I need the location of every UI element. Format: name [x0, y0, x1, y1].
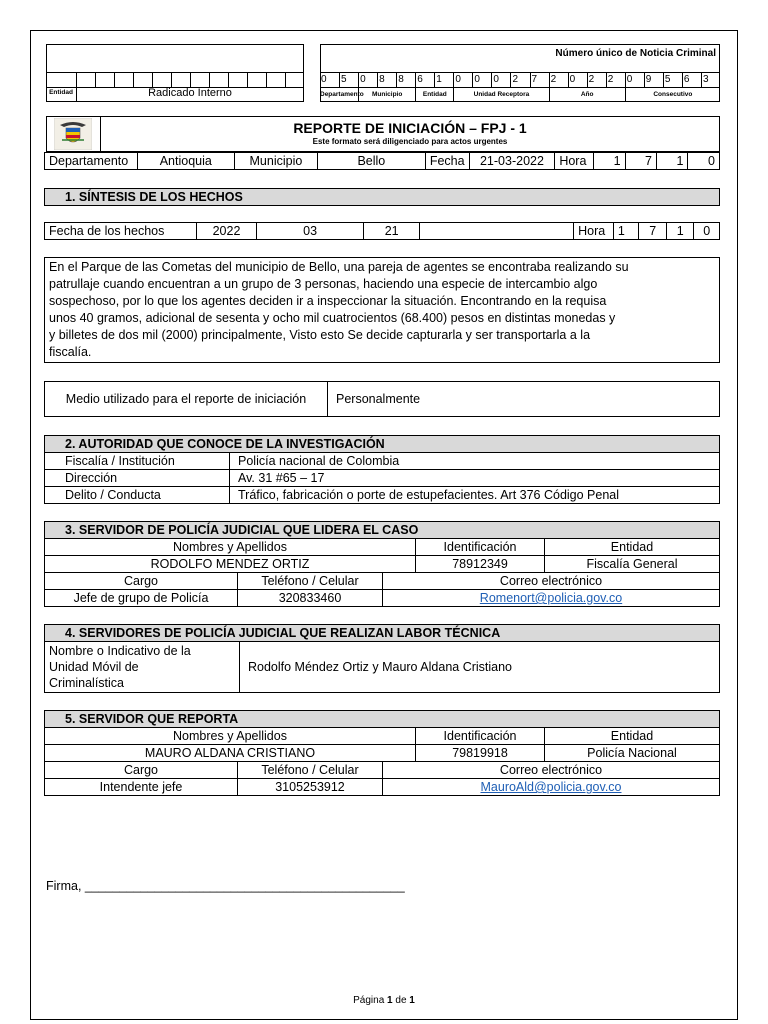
- noticia-digit: 0: [321, 74, 327, 85]
- grid-divider: [152, 72, 153, 87]
- section-5-table: [44, 710, 720, 796]
- noticia-digit: 8: [396, 72, 415, 87]
- correo-header: Correo electrónico: [383, 573, 720, 590]
- grid-divider: [114, 72, 115, 87]
- noticia-digit: 2: [606, 72, 625, 87]
- telefono-header: Teléfono / Celular: [238, 573, 383, 590]
- lider-telefono: 320833460: [238, 590, 383, 607]
- hora-digit: 1: [666, 223, 694, 240]
- narrative-line: fiscalía.: [49, 345, 92, 359]
- departamento-label: Departamento: [45, 153, 138, 170]
- departamento-value: Antioquia: [137, 153, 234, 170]
- noticia-digit: 5: [339, 72, 358, 87]
- noticia-digit: 0: [453, 72, 472, 87]
- fecha-label: Fecha: [425, 153, 469, 170]
- hora-digit: 1: [594, 153, 625, 170]
- radicado-label: Radicado Interno: [148, 87, 232, 99]
- fecha-hechos-row: [44, 222, 720, 240]
- identificacion-header: Identificación: [416, 728, 545, 745]
- grid-divider: [285, 72, 286, 87]
- blank-cell: [420, 223, 574, 240]
- lider-nombre: RODOLFO MENDEZ ORTIZ: [45, 556, 416, 573]
- identificacion-header: Identificación: [416, 539, 545, 556]
- section-2-table: [44, 435, 720, 504]
- hechos-hora-label: Hora: [574, 223, 614, 240]
- nombres-header: Nombres y Apellidos: [45, 728, 416, 745]
- grid-divider: [190, 72, 191, 87]
- noticia-digit: 3: [701, 72, 720, 87]
- delito-label: Delito / Conducta: [45, 487, 230, 504]
- grid-divider: [171, 72, 172, 87]
- lider-correo-cell: [383, 590, 720, 607]
- correo-header: Correo electrónico: [383, 762, 720, 779]
- entidad-label: Entidad: [49, 89, 73, 96]
- footer-page-number: 1: [387, 995, 393, 1006]
- noticia-digit: 7: [530, 72, 549, 87]
- unidad-movil-label: [45, 642, 240, 693]
- fiscalia-value: Policía nacional de Colombia: [230, 453, 720, 470]
- reporta-correo-cell: [383, 779, 720, 796]
- grid-divider: [76, 72, 77, 87]
- noticia-digit: 2: [587, 72, 606, 87]
- noticia-digit: 0: [358, 72, 377, 87]
- hechos-anio: 2022: [196, 223, 256, 240]
- medio-row: [44, 381, 720, 417]
- direccion-label: Dirección: [45, 470, 230, 487]
- telefono-header: Teléfono / Celular: [238, 762, 383, 779]
- noticia-group-label: Entidad: [415, 87, 453, 102]
- medio-value: Personalmente: [328, 382, 720, 417]
- noticia-digit: 6: [682, 72, 701, 87]
- grid-divider: [209, 72, 210, 87]
- noticia-group-label: Unidad Receptora: [453, 87, 548, 102]
- hora-digit: 7: [639, 223, 667, 240]
- hora-digit: 7: [625, 153, 656, 170]
- lider-correo-link[interactable]: Romenort@policia.gov.co: [479, 591, 623, 605]
- lider-entidad: Fiscalía General: [545, 556, 720, 573]
- lider-cargo: Jefe de grupo de Policía: [45, 590, 238, 607]
- firma-line: ______________________________________________: [84, 879, 405, 893]
- noticia-digit: 0: [568, 72, 587, 87]
- hora-digit: 0: [694, 223, 720, 240]
- narrative-line: y billetes de dos mil (2000) principalmente, Visto esto Se decide capturarla y ser transportarla a la: [49, 328, 591, 342]
- section-2-title: 2. AUTORIDAD QUE CONOCE DE LA INVESTIGACIÓN: [45, 436, 720, 453]
- reporta-cargo: Intendente jefe: [45, 779, 238, 796]
- narrative-line: En el Parque de las Cometas del municipio de Bello, una pareja de agentes se encontraba realizando su: [49, 260, 629, 274]
- entidad-header: Entidad: [545, 539, 720, 556]
- cargo-header: Cargo: [45, 762, 238, 779]
- unidad-movil-label-line: Unidad Móvil de: [49, 660, 139, 674]
- noticia-digit: 9: [644, 72, 663, 87]
- grid-divider: [228, 72, 229, 87]
- reporta-nombre: MAURO ALDANA CRISTIANO: [45, 745, 416, 762]
- page-footer: [0, 995, 768, 1006]
- medio-label: Medio utilizado para el reporte de iniciación: [45, 382, 328, 417]
- municipio-value: Bello: [317, 153, 425, 170]
- municipio-label: Municipio: [234, 153, 317, 170]
- noticia-digit: 2: [549, 72, 568, 87]
- grid-divider: [247, 72, 248, 87]
- section-4-table: [44, 624, 720, 693]
- noticia-criminal-label: Número único de Noticia Criminal: [555, 48, 716, 59]
- grid-divider: [95, 72, 96, 87]
- noticia-digit: 2: [510, 72, 529, 87]
- unidad-movil-label-line: Nombre o Indicativo de la: [49, 644, 191, 658]
- hechos-mes: 03: [257, 223, 364, 240]
- location-row: [44, 152, 720, 170]
- section-3-title: 3. SERVIDOR DE POLICÍA JUDICIAL QUE LIDERA EL CASO: [45, 522, 720, 539]
- noticia-digit: 0: [491, 72, 510, 87]
- reporta-correo-link[interactable]: MauroAld@policia.gov.co: [480, 780, 622, 794]
- noticia-group-label: Año: [549, 87, 625, 102]
- hora-digit: 0: [688, 153, 720, 170]
- reporta-entidad: Policía Nacional: [545, 745, 720, 762]
- direccion-value: Av. 31 #65 – 17: [230, 470, 720, 487]
- noticia-digit: 1: [434, 72, 453, 87]
- hora-digit: 1: [613, 223, 638, 240]
- firma-block: [46, 879, 405, 893]
- report-title: REPORTE DE INICIACIÓN – FPJ - 1: [293, 120, 527, 136]
- unidad-movil-label-line: Criminalística: [49, 676, 125, 690]
- footer-de-label: de: [395, 995, 407, 1006]
- unidad-movil-value: Rodolfo Méndez Ortiz y Mauro Aldana Cristiano: [240, 642, 720, 693]
- section-5-title: 5. SERVIDOR QUE REPORTA: [45, 711, 720, 728]
- section-1-title: 1. SÍNTESIS DE LOS HECHOS: [45, 189, 720, 206]
- noticia-group-label: Consecutivo: [625, 87, 720, 102]
- cargo-header: Cargo: [45, 573, 238, 590]
- lider-identificacion: 78912349: [416, 556, 545, 573]
- narrative-line: patrullaje cuando encuentran a un grupo de 3 personas, haciendo una especie de intercambio algo: [49, 277, 598, 291]
- report-subtitle: Este formato será diligenciado para actos urgentes: [312, 137, 508, 146]
- noticia-digit: 6: [415, 72, 434, 87]
- delito-value: Tráfico, fabricación o porte de estupefacientes. Art 376 Código Penal: [230, 487, 720, 504]
- hora-label: Hora: [555, 153, 594, 170]
- narrative-box: [44, 257, 720, 363]
- fecha-hechos-label: Fecha de los hechos: [45, 223, 197, 240]
- grid-divider: [133, 72, 134, 87]
- narrative-line: sospechoso, por lo que los agentes deciden ir a inspeccionar la situación. Encontrando en la requisa: [49, 294, 607, 308]
- entidad-header: Entidad: [545, 728, 720, 745]
- hechos-dia: 21: [364, 223, 420, 240]
- section-1-header: [44, 188, 720, 206]
- noticia-group-label: Departamento: [320, 91, 364, 98]
- footer-page-total: 1: [409, 995, 415, 1006]
- colombia-coat-of-arms-icon: [54, 118, 92, 150]
- narrative-line: unos 40 gramos, adicional de sesenta y ocho mil cuatrocientos (68.400) pesos en distintas monedas y: [49, 311, 616, 325]
- noticia-digit: 0: [625, 72, 644, 87]
- noticia-digit: 0: [472, 72, 491, 87]
- section-4-title: 4. SERVIDORES DE POLICÍA JUDICIAL QUE REALIZAN LABOR TÉCNICA: [45, 625, 720, 642]
- fiscalia-label: Fiscalía / Institución: [45, 453, 230, 470]
- reporta-telefono: 3105253912: [238, 779, 383, 796]
- hora-digit: 1: [657, 153, 688, 170]
- footer-pagina-label: Página: [353, 995, 385, 1006]
- firma-label: Firma,: [46, 879, 82, 893]
- reporta-identificacion: 79819918: [416, 745, 545, 762]
- noticia-digit: 8: [377, 72, 396, 87]
- fecha-value: 21-03-2022: [469, 153, 555, 170]
- noticia-group-label: Municipio: [358, 87, 415, 102]
- section-3-table: [44, 521, 720, 607]
- grid-divider: [266, 72, 267, 87]
- nombres-header: Nombres y Apellidos: [45, 539, 416, 556]
- noticia-digit: 5: [663, 72, 682, 87]
